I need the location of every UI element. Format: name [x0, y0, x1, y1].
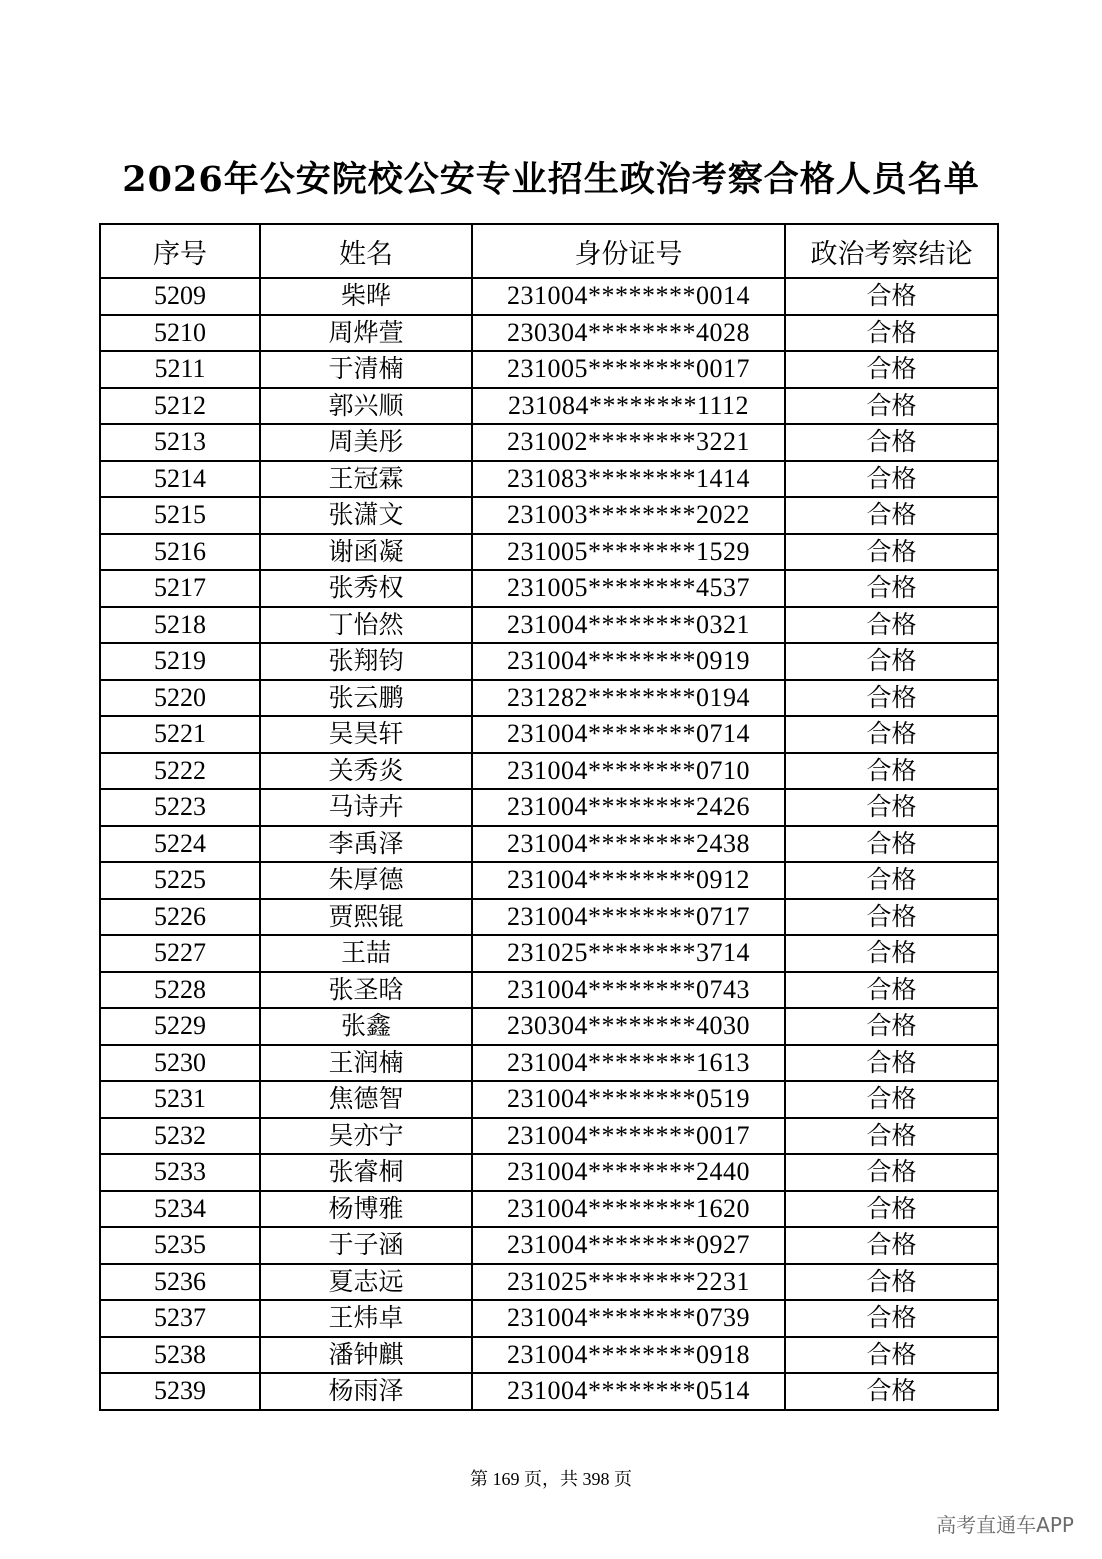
conclusion-cell: 合格: [785, 1373, 998, 1410]
name-cell: 于子涵: [260, 1227, 472, 1264]
conclusion-cell: 合格: [785, 1118, 998, 1155]
table-row: [100, 789, 998, 826]
name-cell: 吴昊轩: [260, 716, 472, 753]
conclusion-cell: 合格: [785, 716, 998, 753]
table-header-row: [100, 224, 998, 278]
serial-number-cell: 5218: [100, 607, 260, 644]
serial-number-cell: 5230: [100, 1045, 260, 1082]
conclusion-cell: 合格: [785, 315, 998, 352]
serial-number-cell: 5235: [100, 1227, 260, 1264]
conclusion-cell: 合格: [785, 351, 998, 388]
conclusion-cell: 合格: [785, 935, 998, 972]
conclusion-cell: 合格: [785, 1045, 998, 1082]
table-row: [100, 1227, 998, 1264]
conclusion-cell: 合格: [785, 972, 998, 1009]
table-row: [100, 424, 998, 461]
conclusion-cell: 合格: [785, 570, 998, 607]
conclusion-cell: 合格: [785, 424, 998, 461]
table-row: [100, 972, 998, 1009]
serial-number-cell: 5214: [100, 461, 260, 498]
serial-number-cell: 5233: [100, 1154, 260, 1191]
serial-number-cell: 5215: [100, 497, 260, 534]
conclusion-cell: 合格: [785, 497, 998, 534]
table-row: [100, 388, 998, 425]
table-row: [100, 278, 998, 315]
serial-number-cell: 5212: [100, 388, 260, 425]
name-cell: 张秀权: [260, 570, 472, 607]
name-cell: 于清楠: [260, 351, 472, 388]
table-row: [100, 1300, 998, 1337]
table-row: [100, 1373, 998, 1410]
name-cell: 关秀炎: [260, 753, 472, 790]
id-number-cell: 231004********2440: [472, 1154, 785, 1191]
conclusion-cell: 合格: [785, 789, 998, 826]
id-number-cell: 231004********0739: [472, 1300, 785, 1337]
serial-number-cell: 5225: [100, 862, 260, 899]
conclusion-cell: 合格: [785, 1081, 998, 1118]
name-cell: 贾熙锟: [260, 899, 472, 936]
table-row: [100, 753, 998, 790]
name-cell: 王冠霖: [260, 461, 472, 498]
table-row: [100, 716, 998, 753]
name-cell: 周美彤: [260, 424, 472, 461]
page-number: 第 169 页，共 398 页: [470, 1469, 632, 1489]
id-number-cell: 231005********0017: [472, 351, 785, 388]
name-cell: 马诗卉: [260, 789, 472, 826]
id-number-cell: 231004********0927: [472, 1227, 785, 1264]
id-number-cell: 231002********3221: [472, 424, 785, 461]
serial-number-cell: 5227: [100, 935, 260, 972]
id-number-cell: 231004********0014: [472, 278, 785, 315]
serial-number-cell: 5210: [100, 315, 260, 352]
id-number-cell: 231004********0919: [472, 643, 785, 680]
serial-number-cell: 5226: [100, 899, 260, 936]
name-cell: 焦德智: [260, 1081, 472, 1118]
name-cell: 郭兴顺: [260, 388, 472, 425]
id-number-cell: 231005********4537: [472, 570, 785, 607]
page-title: 2026年公安院校公安专业招生政治考察合格人员名单: [122, 159, 980, 200]
id-number-cell: 231004********0514: [472, 1373, 785, 1410]
conclusion-cell: 合格: [785, 753, 998, 790]
serial-number-cell: 5213: [100, 424, 260, 461]
name-cell: 李禹泽: [260, 826, 472, 863]
conclusion-cell: 合格: [785, 643, 998, 680]
conclusion-cell: 合格: [785, 1300, 998, 1337]
conclusion-cell: 合格: [785, 1191, 998, 1228]
table-row: [100, 497, 998, 534]
name-cell: 张云鹏: [260, 680, 472, 717]
conclusion-cell: 合格: [785, 680, 998, 717]
conclusion-cell: 合格: [785, 1008, 998, 1045]
serial-number-cell: 5220: [100, 680, 260, 717]
id-number-cell: 231004********0717: [472, 899, 785, 936]
id-number-cell: 231004********1613: [472, 1045, 785, 1082]
name-cell: 张睿桐: [260, 1154, 472, 1191]
serial-number-cell: 5223: [100, 789, 260, 826]
table-row: [100, 1264, 998, 1301]
table-row: [100, 570, 998, 607]
table-row: [100, 534, 998, 571]
conclusion-cell: 合格: [785, 826, 998, 863]
table-row: [100, 862, 998, 899]
header-conclusion: 政治考察结论: [785, 224, 998, 278]
conclusion-cell: 合格: [785, 534, 998, 571]
conclusion-cell: 合格: [785, 1227, 998, 1264]
id-number-cell: 231004********0918: [472, 1337, 785, 1374]
table-row: [100, 899, 998, 936]
id-number-cell: 231025********3714: [472, 935, 785, 972]
table-row: [100, 461, 998, 498]
serial-number-cell: 5224: [100, 826, 260, 863]
roster-table: [99, 223, 999, 1411]
table-row: [100, 643, 998, 680]
id-number-cell: 231025********2231: [472, 1264, 785, 1301]
conclusion-cell: 合格: [785, 388, 998, 425]
conclusion-cell: 合格: [785, 899, 998, 936]
name-cell: 朱厚德: [260, 862, 472, 899]
id-number-cell: 231004********2426: [472, 789, 785, 826]
conclusion-cell: 合格: [785, 1154, 998, 1191]
header-serial-number: 序号: [100, 224, 260, 278]
table-body: [100, 278, 998, 1410]
name-cell: 王润楠: [260, 1045, 472, 1082]
id-number-cell: 231004********0321: [472, 607, 785, 644]
name-cell: 王炜卓: [260, 1300, 472, 1337]
serial-number-cell: 5219: [100, 643, 260, 680]
header-id-number: 身份证号: [472, 224, 785, 278]
name-cell: 王喆: [260, 935, 472, 972]
table-row: [100, 1154, 998, 1191]
serial-number-cell: 5217: [100, 570, 260, 607]
conclusion-cell: 合格: [785, 862, 998, 899]
serial-number-cell: 5239: [100, 1373, 260, 1410]
serial-number-cell: 5216: [100, 534, 260, 571]
name-cell: 潘钟麒: [260, 1337, 472, 1374]
conclusion-cell: 合格: [785, 1337, 998, 1374]
serial-number-cell: 5211: [100, 351, 260, 388]
id-number-cell: 231282********0194: [472, 680, 785, 717]
id-number-cell: 231004********0714: [472, 716, 785, 753]
table-row: [100, 351, 998, 388]
id-number-cell: 231083********1414: [472, 461, 785, 498]
serial-number-cell: 5229: [100, 1008, 260, 1045]
name-cell: 夏志远: [260, 1264, 472, 1301]
name-cell: 谢函凝: [260, 534, 472, 571]
id-number-cell: 231004********0743: [472, 972, 785, 1009]
name-cell: 柴晔: [260, 278, 472, 315]
conclusion-cell: 合格: [785, 278, 998, 315]
name-cell: 张圣晗: [260, 972, 472, 1009]
name-cell: 周烨萱: [260, 315, 472, 352]
table-row: [100, 826, 998, 863]
serial-number-cell: 5234: [100, 1191, 260, 1228]
name-cell: 张潇文: [260, 497, 472, 534]
table-row: [100, 315, 998, 352]
serial-number-cell: 5221: [100, 716, 260, 753]
name-cell: 张鑫: [260, 1008, 472, 1045]
table-row: [100, 1045, 998, 1082]
serial-number-cell: 5237: [100, 1300, 260, 1337]
serial-number-cell: 5238: [100, 1337, 260, 1374]
name-cell: 杨雨泽: [260, 1373, 472, 1410]
name-cell: 张翔钧: [260, 643, 472, 680]
id-number-cell: 231004********0912: [472, 862, 785, 899]
serial-number-cell: 5228: [100, 972, 260, 1009]
id-number-cell: 230304********4030: [472, 1008, 785, 1045]
table-row: [100, 1191, 998, 1228]
serial-number-cell: 5231: [100, 1081, 260, 1118]
conclusion-cell: 合格: [785, 461, 998, 498]
serial-number-cell: 5236: [100, 1264, 260, 1301]
id-number-cell: 230304********4028: [472, 315, 785, 352]
table-row: [100, 935, 998, 972]
name-cell: 杨博雅: [260, 1191, 472, 1228]
name-cell: 丁怡然: [260, 607, 472, 644]
id-number-cell: 231004********1620: [472, 1191, 785, 1228]
table-row: [100, 607, 998, 644]
serial-number-cell: 5232: [100, 1118, 260, 1155]
conclusion-cell: 合格: [785, 607, 998, 644]
table-row: [100, 680, 998, 717]
table-row: [100, 1337, 998, 1374]
id-number-cell: 231005********1529: [472, 534, 785, 571]
id-number-cell: 231004********0017: [472, 1118, 785, 1155]
table-row: [100, 1081, 998, 1118]
table-row: [100, 1118, 998, 1155]
name-cell: 吴亦宁: [260, 1118, 472, 1155]
table-row: [100, 1008, 998, 1045]
serial-number-cell: 5209: [100, 278, 260, 315]
watermark: 高考直通车APP: [936, 1513, 1074, 1537]
id-number-cell: 231004********0710: [472, 753, 785, 790]
header-name: 姓名: [260, 224, 472, 278]
id-number-cell: 231004********0519: [472, 1081, 785, 1118]
conclusion-cell: 合格: [785, 1264, 998, 1301]
id-number-cell: 231004********2438: [472, 826, 785, 863]
id-number-cell: 231084********1112: [472, 388, 785, 425]
id-number-cell: 231003********2022: [472, 497, 785, 534]
serial-number-cell: 5222: [100, 753, 260, 790]
